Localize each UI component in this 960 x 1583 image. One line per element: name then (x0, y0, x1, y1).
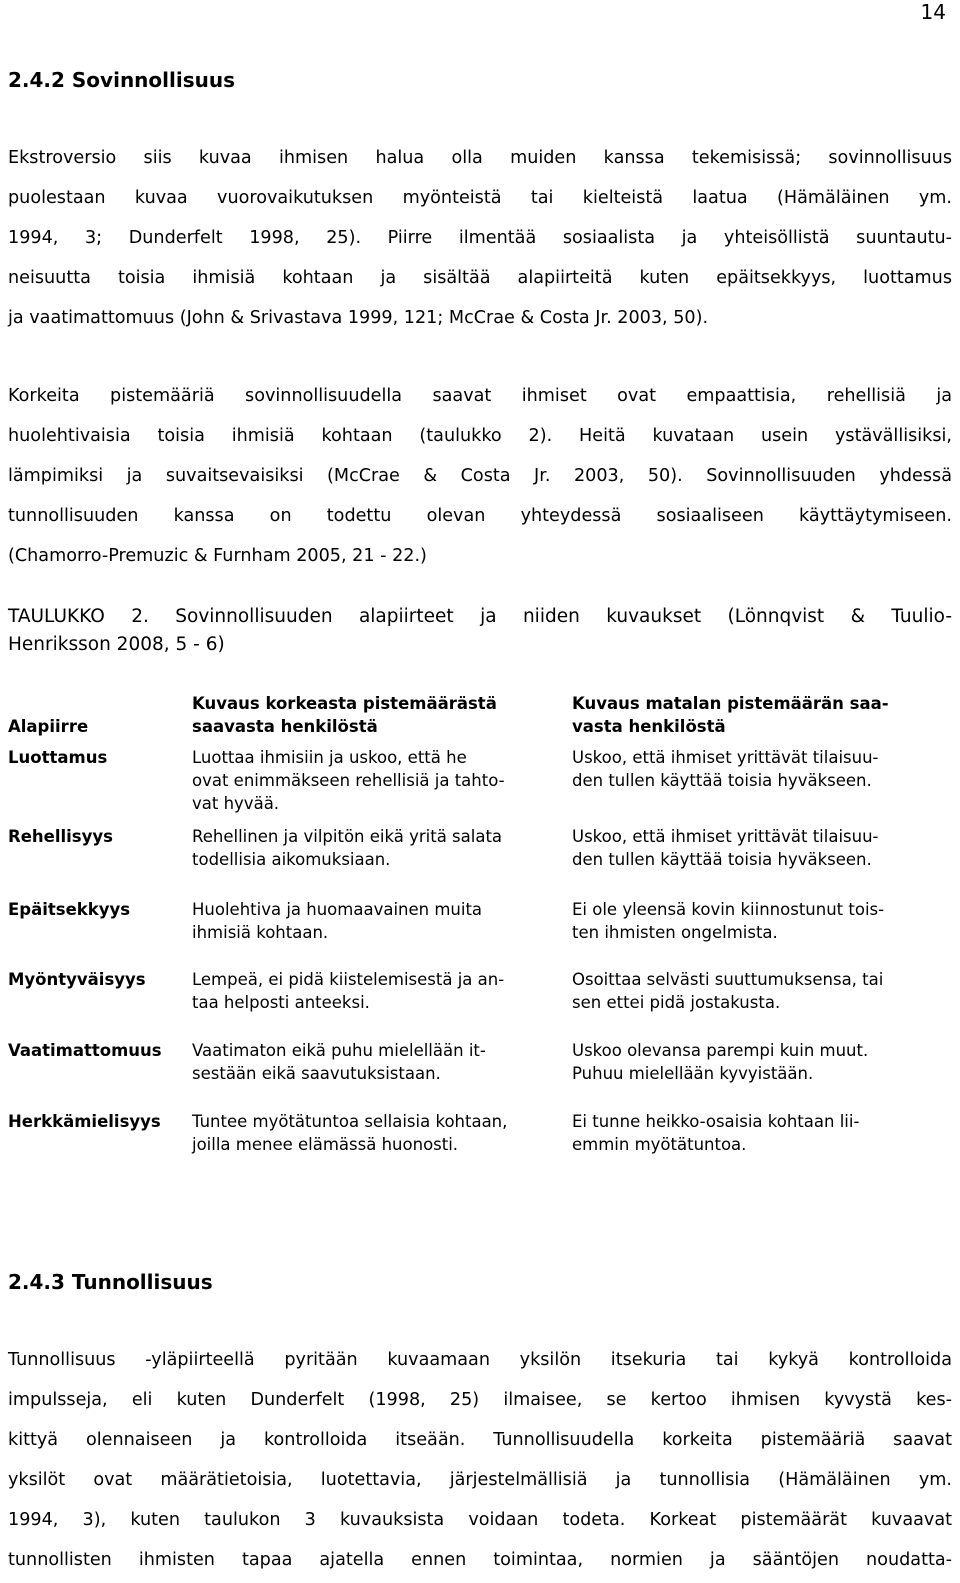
table-row (8, 898, 952, 968)
table-row (8, 746, 952, 825)
paragraph-agreeableness-high-scores (8, 376, 952, 576)
header-trait: Alapiirre (8, 717, 89, 736)
text-line: Ekstroversio siis kuvaa ihmisen halua olla muiden kanssa tekemisissä; sovinnollisuus (8, 148, 952, 168)
text-line: tunnollisten ihmisten tapaa ajatella ennen toimintaa, normien ja sääntöjen noudatta- (8, 1550, 952, 1570)
high-score-description: Lempeä, ei pidä kiistelemisestä ja an- taa helposti anteeksi. (192, 970, 505, 1012)
section-heading-2-4-2: 2.4.2 Sovinnollisuus (8, 68, 236, 92)
table-header-row (8, 692, 952, 746)
page-number: 14 (920, 0, 946, 24)
text-line: yksilöt ovat määrätietoisia, luotettavia, järjestelmällisiä ja tunnollisia (Hämäläinen ym. (8, 1470, 952, 1490)
header-low-score: Kuvaus matalan pistemäärän saa- vasta henkilöstä (572, 694, 889, 736)
text-line: 1994, 3), kuten taulukon 3 kuvauksista voidaan todeta. Korkeat pistemäärät kuvaavat (8, 1510, 952, 1530)
text-line: puolestaan kuvaa vuorovaikutuksen myönteistä tai kielteistä laatua (Hämäläinen ym. (8, 188, 952, 208)
high-score-description: Rehellinen ja vilpitön eikä yritä salata todellisia aikomuksiaan. (192, 827, 503, 869)
header-high-score: Kuvaus korkeasta pistemäärästä saavasta henkilöstä (192, 694, 497, 736)
table-row (8, 825, 952, 898)
text-line: Tunnollisuus -yläpiirteellä pyritään kuvaamaan yksilön itsekuria tai kykyä kontrolloida (8, 1350, 952, 1370)
text-line: neisuutta toisia ihmisiä kohtaan ja sisältää alapiirteitä kuten epäitsekkyys, luottamus (8, 268, 952, 288)
text-line: tunnollisuuden kanssa on todettu olevan yhteydessä sosiaaliseen käyttäytymiseen. (8, 506, 952, 526)
text-line: 1994, 3; Dunderfelt 1998, 25). Piirre ilmentää sosiaalista ja yhteisöllistä suuntautu- (8, 228, 952, 248)
caption-line: TAULUKKO 2. Sovinnollisuuden alapiirteet ja niiden kuvaukset (Lönnqvist & Tuulio- (8, 606, 952, 627)
text-line: lämpimiksi ja suvaitsevaisiksi (McCrae & Costa Jr. 2003, 50). Sovinnollisuuden yhdessä (8, 466, 952, 486)
traits-table (8, 692, 952, 1180)
trait-name: Myöntyväisyys (8, 970, 146, 989)
trait-name: Vaatimattomuus (8, 1041, 162, 1060)
text-line: huolehtivaisia toisia ihmisiä kohtaan (taulukko 2). Heitä kuvataan usein ystävällisiksi, (8, 426, 952, 446)
high-score-description: Luottaa ihmisiin ja uskoo, että he ovat enimmäkseen rehellisiä ja tahto- vat hyvää. (192, 748, 505, 813)
table-row (8, 1110, 952, 1180)
table-row (8, 1039, 952, 1110)
text-line: Korkeita pistemääriä sovinnollisuudella saavat ihmiset ovat empaattisia, rehellisiä ja (8, 386, 952, 406)
low-score-description: Ei tunne heikko-osaisia kohtaan lii- emmin myötätuntoa. (572, 1112, 860, 1154)
trait-name: Rehellisyys (8, 827, 113, 846)
high-score-description: Huolehtiva ja huomaavainen muita ihmisiä kohtaan. (192, 900, 483, 942)
text-line: impulsseja, eli kuten Dunderfelt (1998, 25) ilmaisee, se kertoo ihmisen kyvystä kes- (8, 1390, 952, 1410)
table-caption (8, 603, 952, 659)
text-line: kittyä olennaiseen ja kontrolloida itseään. Tunnollisuudella korkeita pistemääriä saavat (8, 1430, 952, 1450)
low-score-description: Uskoo, että ihmiset yrittävät tilaisuu- den tullen käyttää toisia hyväkseen. (572, 748, 879, 790)
trait-name: Epäitsekkyys (8, 900, 131, 919)
low-score-description: Ei ole yleensä kovin kiinnostunut tois- ten ihmisten ongelmista. (572, 900, 885, 942)
caption-line: Henriksson 2008, 5 - 6) (8, 634, 225, 655)
trait-name: Luottamus (8, 748, 108, 767)
paragraph-agreeableness-intro (8, 138, 952, 338)
table-row (8, 968, 952, 1039)
trait-name: Herkkämielisyys (8, 1112, 161, 1131)
low-score-description: Uskoo, että ihmiset yrittävät tilaisuu- den tullen käyttää toisia hyväkseen. (572, 827, 879, 869)
text-line: ja vaatimattomuus (John & Srivastava 1999, 121; McCrae & Costa Jr. 2003, 50). (8, 308, 709, 328)
high-score-description: Tuntee myötätuntoa sellaisia kohtaan, joilla menee elämässä huonosti. (192, 1112, 508, 1154)
section-heading-2-4-3: 2.4.3 Tunnollisuus (8, 1270, 213, 1294)
high-score-description: Vaatimaton eikä puhu mielellään it- sestään eikä saavutuksistaan. (192, 1041, 486, 1083)
text-line: (Chamorro-Premuzic & Furnham 2005, 21 - 22.) (8, 546, 427, 566)
low-score-description: Osoittaa selvästi suuttumuksensa, tai sen ettei pidä jostakusta. (572, 970, 884, 1012)
low-score-description: Uskoo olevansa parempi kuin muut. Puhuu mielellään kyvyistään. (572, 1041, 869, 1083)
paragraph-conscientiousness-intro (8, 1340, 952, 1580)
